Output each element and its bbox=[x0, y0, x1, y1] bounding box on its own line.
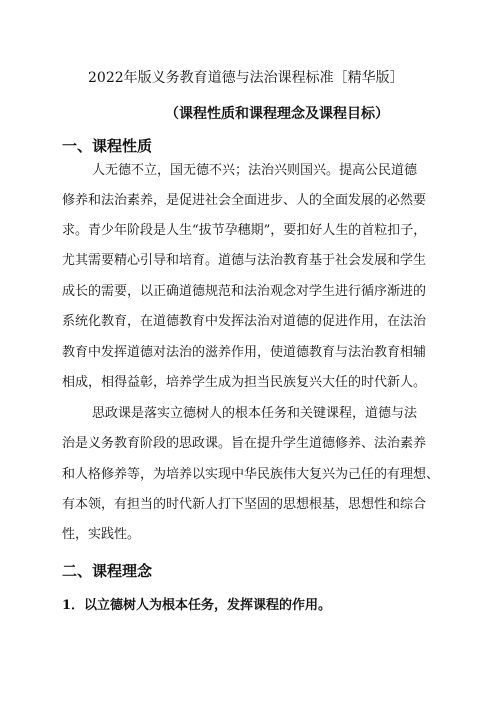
paragraph-line: 治是义务教育阶段的思政课。旨在提升学生道德修养、法治素养 bbox=[62, 436, 427, 451]
paragraph-line: 性，实践性。 bbox=[62, 527, 141, 542]
paragraph-line: 和人格修养等，为培养以实现中华民族伟大复兴为己任的有理想、 bbox=[62, 467, 440, 482]
list-item-1: 1．以立德树人为根本任务，发挥课程的作用。 bbox=[62, 598, 332, 613]
paragraph-line: 相成，相得益彰，培养学生成为担当民族复兴大任的时代新人。 bbox=[62, 375, 427, 390]
paragraph-line: 系统化教育，在道德教育中发挥法治对道德的促进作用，在法治 bbox=[62, 314, 427, 329]
paragraph-line: 思政课是落实立德树人的根本任务和关键课程，道德与法 bbox=[92, 406, 418, 421]
section-heading-course-concept: 二、课程理念 bbox=[62, 562, 153, 580]
document-title: 2022年版义务教育道德与法治课程标准［精华版］ bbox=[88, 70, 404, 86]
document-subtitle: （课程性质和课程理念及课程目标） bbox=[165, 106, 389, 122]
paragraph-line: 人无德不立，国无德不兴；法治兴则国兴。提高公民道德 bbox=[92, 163, 418, 178]
paragraph-line: 有本领，有担当的时代新人打下坚固的思想根基，思想性和综合 bbox=[62, 497, 427, 512]
paragraph-line: 尤其需要精心引导和培育。道德与法治教育基于社会发展和学生 bbox=[62, 253, 427, 268]
paragraph-line: 成长的需要，以正确道德规范和法治观念对学生进行循序渐进的 bbox=[62, 284, 427, 299]
paragraph-line: 修养和法治素养，是促进社会全面进步、人的全面发展的必然要 bbox=[62, 193, 427, 208]
paragraph-line: 教育中发挥道德对法治的滋养作用，使道德教育与法治教育相辅 bbox=[62, 345, 427, 360]
paragraph-line: 求。青少年阶段是人生“拔节孕穗期”，要扣好人生的首粒扣子， bbox=[62, 223, 427, 238]
section-heading-course-nature: 一、课程性质 bbox=[62, 137, 153, 155]
